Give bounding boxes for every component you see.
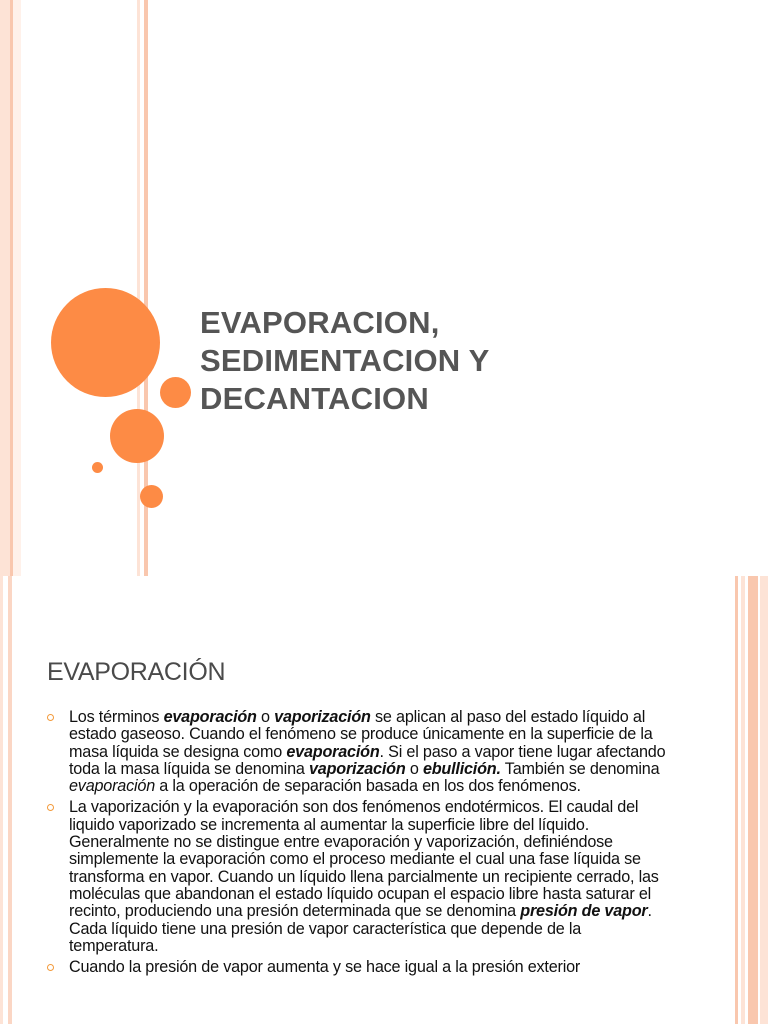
- content-right-stripe-d: [760, 576, 768, 1024]
- orange-circle: [110, 409, 164, 463]
- content-left-stripe: [0, 576, 3, 1024]
- bullet-item-2: [47, 799, 667, 955]
- text: se aplican al paso del estado líquido al estado gaseoso. Cuando el fenómeno se produce únicamente en la superficie de la masa líquida se designa como: [69, 708, 653, 761]
- slide-title: [200, 304, 720, 418]
- title-line-1: EVAPORACION,: [200, 305, 440, 340]
- ring-bullet-icon: [47, 964, 54, 971]
- section-heading: EVAPORACIÓN: [47, 658, 226, 686]
- content-right-stripe-b: [741, 576, 745, 1024]
- bold-term: evaporación: [163, 708, 257, 726]
- bold-term: evaporación: [286, 742, 380, 761]
- text: o: [405, 759, 423, 778]
- text: También se denomina: [500, 759, 660, 778]
- title-line-2: SEDIMENTACION Y: [200, 343, 490, 378]
- italic-term: evaporación: [69, 777, 155, 796]
- ring-bullet-icon: [47, 714, 54, 721]
- text: Los términos: [69, 708, 164, 726]
- content-right-stripe-c: [748, 576, 758, 1024]
- text: o: [256, 708, 275, 726]
- left-stripe: [0, 0, 10, 576]
- divider-stripe-a: [137, 0, 140, 576]
- large-orange-circle: [51, 288, 160, 397]
- title-line-3: DECANTACION: [200, 381, 429, 416]
- bullet-item-1: [47, 709, 667, 795]
- bullet-list: [47, 709, 667, 980]
- content-left-stripe-b: [8, 576, 12, 1024]
- text: . Cada líquido tiene una presión de vapor característica que depende de la temperatura.: [69, 902, 652, 955]
- bold-term: vaporización: [308, 759, 406, 778]
- bold-term: presión de vapor: [520, 902, 648, 921]
- medium-orange-circle: [160, 377, 191, 408]
- content-slide: [0, 576, 768, 1024]
- text: . Si el paso a vapor tiene lugar afectando toda la masa líquida se denomina: [69, 742, 666, 778]
- text: a la operación de separación basada en los dos fenómenos.: [155, 777, 581, 796]
- bold-term: ebullición.: [422, 759, 501, 778]
- content-right-stripe-a: [735, 576, 738, 1024]
- text: La vaporización y la evaporación son dos fenómenos endotérmicos. El caudal del liquido vaporizado se incrementa al aumentar la superficie libre del líquido. Generalmente no se distingue entre evaporación y vaporización, definiéndose simplemente la evaporación como el proceso mediante el cual una fase líquida se transforma en vapor. Cuando un líquido llena parcialmente un recipiente cerrado, las moléculas que abandonan el estado líquido ocupan el espacio libre hasta saturar el recinto, produciendo una presión determinada que se denomina: [69, 798, 659, 921]
- text: Cuando la presión de vapor aumenta y se hace igual a la presión exterior: [69, 958, 581, 977]
- ring-bullet-icon: [47, 804, 54, 811]
- bullet-item-3: [47, 959, 667, 976]
- bold-term: vaporización: [274, 708, 371, 726]
- left-stripe-light: [13, 0, 21, 576]
- small-orange-circle: [140, 485, 163, 508]
- tiny-orange-circle: [92, 462, 103, 473]
